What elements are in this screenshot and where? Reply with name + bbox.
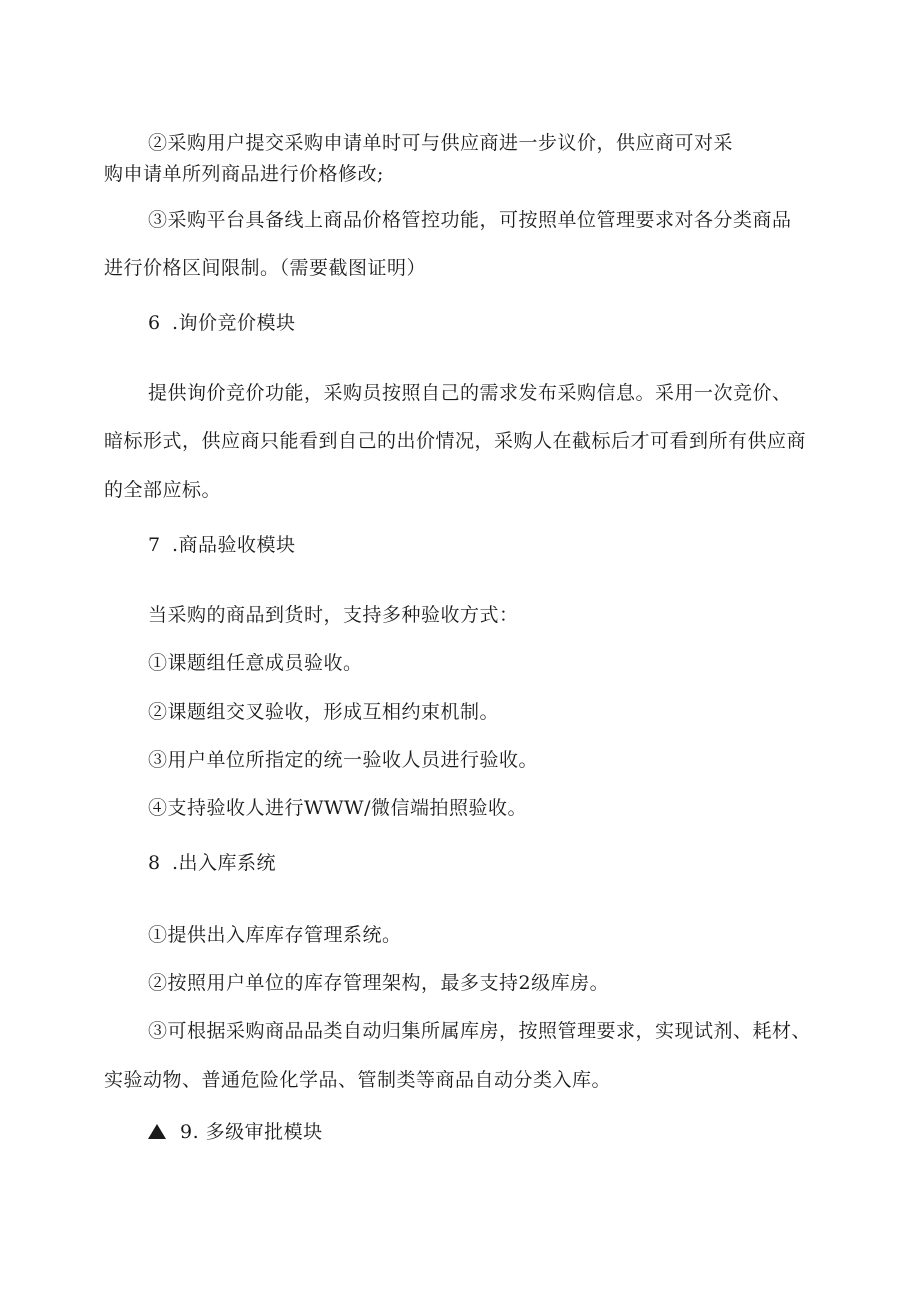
triangle-icon xyxy=(148,1124,166,1139)
s5-item3-line1: ③采购平台具备线上商品价格管控功能，可按照单位管理要求对各分类商品 xyxy=(148,209,792,231)
s8-item3-line2: 实验动物、普通危险化学品、管制类等商品自动分类入库。 xyxy=(104,1069,612,1091)
section8-heading xyxy=(148,851,276,875)
section6-number: 6 xyxy=(148,312,161,334)
s5-item2-line2: 购申请单所列商品进行价格修改; xyxy=(104,163,384,185)
section9-title: 9. 多级审批模块 xyxy=(180,1121,323,1143)
section7-heading xyxy=(148,533,296,557)
section7-title: .商品验收模块 xyxy=(172,534,296,556)
section6-heading xyxy=(148,311,296,335)
s8-item1: ①提供出入库库存管理系统。 xyxy=(148,924,402,946)
s6-para-line2: 暗标形式，供应商只能看到自己的出价情况，采购人在截标后才可看到所有供应商 xyxy=(104,430,807,452)
s5-item3-line2: 进行价格区间限制。（需要截图证明） xyxy=(104,257,427,279)
s7-item: ③用户单位所指定的统一验收人员进行验收。 xyxy=(148,749,539,771)
s7-intro: 当采购的商品到货时，支持多种验收方式： xyxy=(148,604,519,626)
section7-number: 7 xyxy=(148,534,161,556)
s5-item2-line1: ②采购用户提交采购申请单时可与供应商进一步议价，供应商可对采 xyxy=(148,132,734,154)
s7-item: ②课题组交叉验收，形成互相约束机制。 xyxy=(148,701,500,723)
s6-para-line1: 提供询价竞价功能，采购员按照自己的需求发布采购信息。采用一次竞价、 xyxy=(148,382,792,404)
section8-title: .出入库系统 xyxy=(172,852,277,874)
s8-item2: ②按照用户单位的库存管理架构，最多支持2级库房。 xyxy=(148,972,610,994)
s7-item: ④支持验收人进行WWW/微信端拍照验收。 xyxy=(148,797,527,819)
section8-number: 8 xyxy=(148,852,161,874)
s7-item: ①课题组任意成员验收。 xyxy=(148,652,363,674)
section6-title: .询价竞价模块 xyxy=(172,312,296,334)
s6-para-line3: 的全部应标。 xyxy=(104,479,222,501)
section9-heading xyxy=(148,1120,323,1144)
s8-item3-line1: ③可根据采购商品品类自动归集所属库房，按照管理要求，实现试剂、耗材、 xyxy=(148,1020,812,1042)
